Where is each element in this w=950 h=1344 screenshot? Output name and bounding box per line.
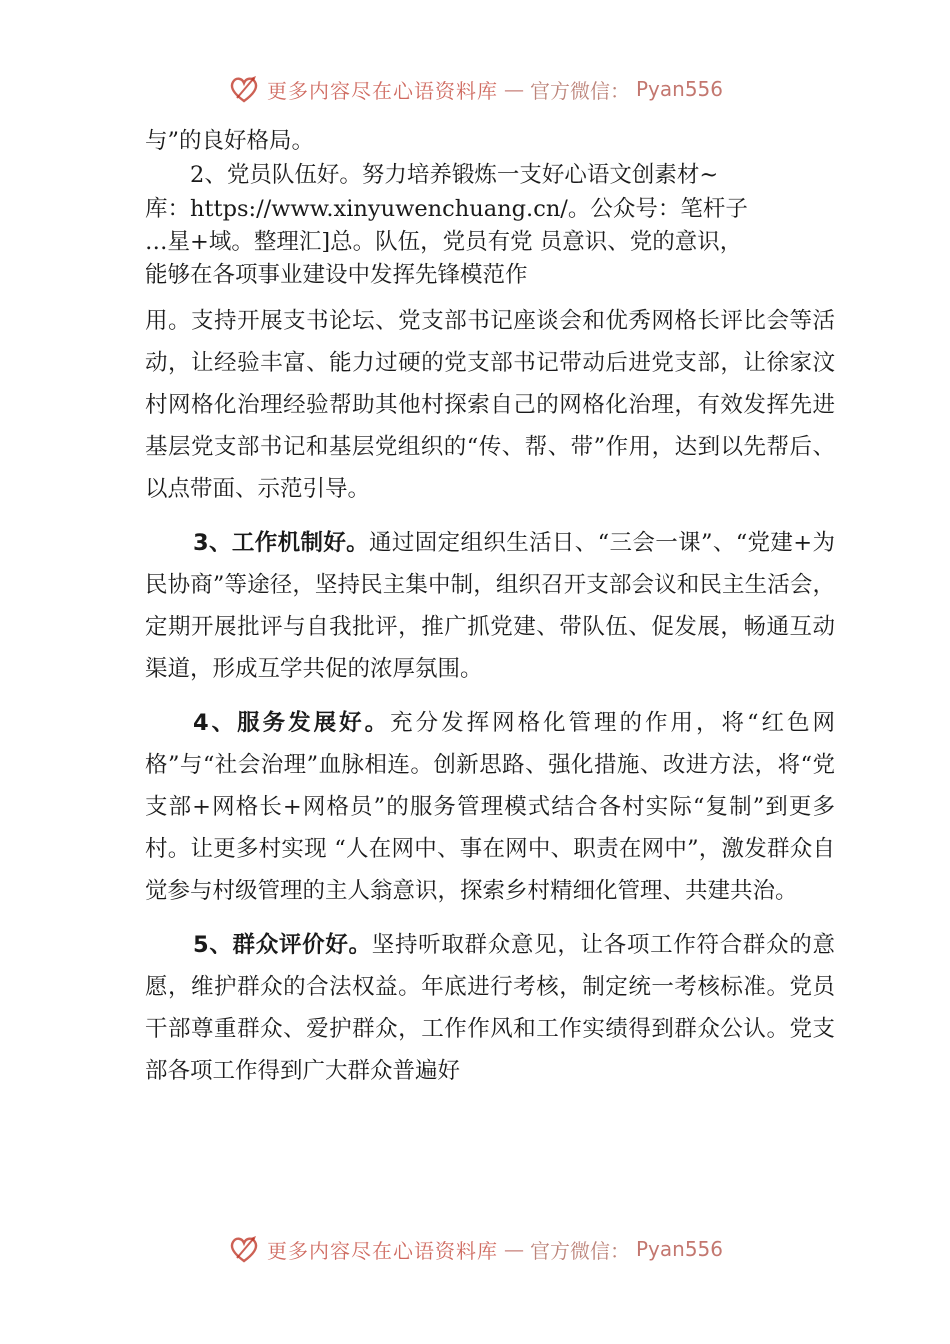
section-body: 通过固定组织生活日、“三会一课”、“党建+为民协商”等途径，坚持民主集中制，组织召开支部会议和民主生活会，定期开展批评与自我批评，推广抓党建、带队伍、促发展，畅通互动渠道，形成互学共促的浓厚氛围。	[145, 530, 835, 682]
paragraph-continuation: 用。支持开展支书论坛、党支部书记座谈会和优秀网格长评比会等活动，让经验丰富、能力过硬的党支部书记带动后进党支部，让徐家汶村网格化治理经验帮助其他村探索自己的网格化治理，有效发挥先进基层党支部书记和基层党组织的“传、帮、带”作用，达到以先帮后、以点带面、示范引导。	[145, 308, 835, 502]
text-line: …星+域。整理汇]总。队伍，党员有党 员意识、党的意识，	[145, 229, 743, 255]
footer-watermark	[0, 1232, 950, 1266]
text-line: 2、党员队伍好。努力培养锻炼一支好心语文创素材~	[145, 162, 719, 188]
section-body: 坚持听取群众意见，让各项工作符合群众的意愿，维护群众的合法权益。年底进行考核，制定统一考核标准。党员干部尊重群众、爱护群众，工作作风和工作实绩得到群众公认。党支部各项工作得到广大群众普遍好	[145, 932, 836, 1084]
text-line: 库：https://www.xinyuwenchuang.cn/。公众号：笔杆子	[145, 196, 748, 222]
text-line: 能够在各项事业建设中发挥先锋模范作	[145, 262, 528, 288]
section-heading: 5、群众评价好。	[193, 932, 372, 958]
watermark-separator: —	[503, 77, 524, 101]
section-paragraph	[145, 924, 835, 1092]
watermark-id: Pyan556	[635, 77, 723, 101]
heart-quill-logo-icon	[227, 1232, 261, 1266]
watermark-label: 官方微信：	[529, 78, 630, 103]
watermark-label: 官方微信：	[529, 1238, 630, 1263]
text-line: 与”的良好格局。	[145, 128, 315, 154]
section-heading: 3、工作机制好。	[193, 530, 370, 556]
header-watermark	[0, 72, 950, 106]
section-paragraph	[145, 702, 835, 912]
document-body	[145, 124, 835, 1092]
section-paragraph	[145, 522, 835, 690]
section-body: 充分发挥网格化管理的作用，将“红色网格”与“社会治理”血脉相连。创新思路、强化措施、改进方法，将“党支部+网格长+网格员”的服务管理模式结合各村实际“复制”到更多村。让更多村实现 “人在网中、事在网中、职责在网中”，激发群众自觉参与村级管理的主人翁意识，探索乡村精细化管理、共建共治。	[145, 710, 835, 904]
section-heading: 4、服务发展好。	[193, 710, 391, 736]
watermark-separator: —	[503, 1237, 524, 1261]
watermark-id: Pyan556	[635, 1237, 723, 1261]
watermark-text: 更多内容尽在心语资料库	[266, 78, 498, 103]
heart-quill-logo-icon	[227, 72, 261, 106]
watermark-text: 更多内容尽在心语资料库	[266, 1238, 498, 1263]
